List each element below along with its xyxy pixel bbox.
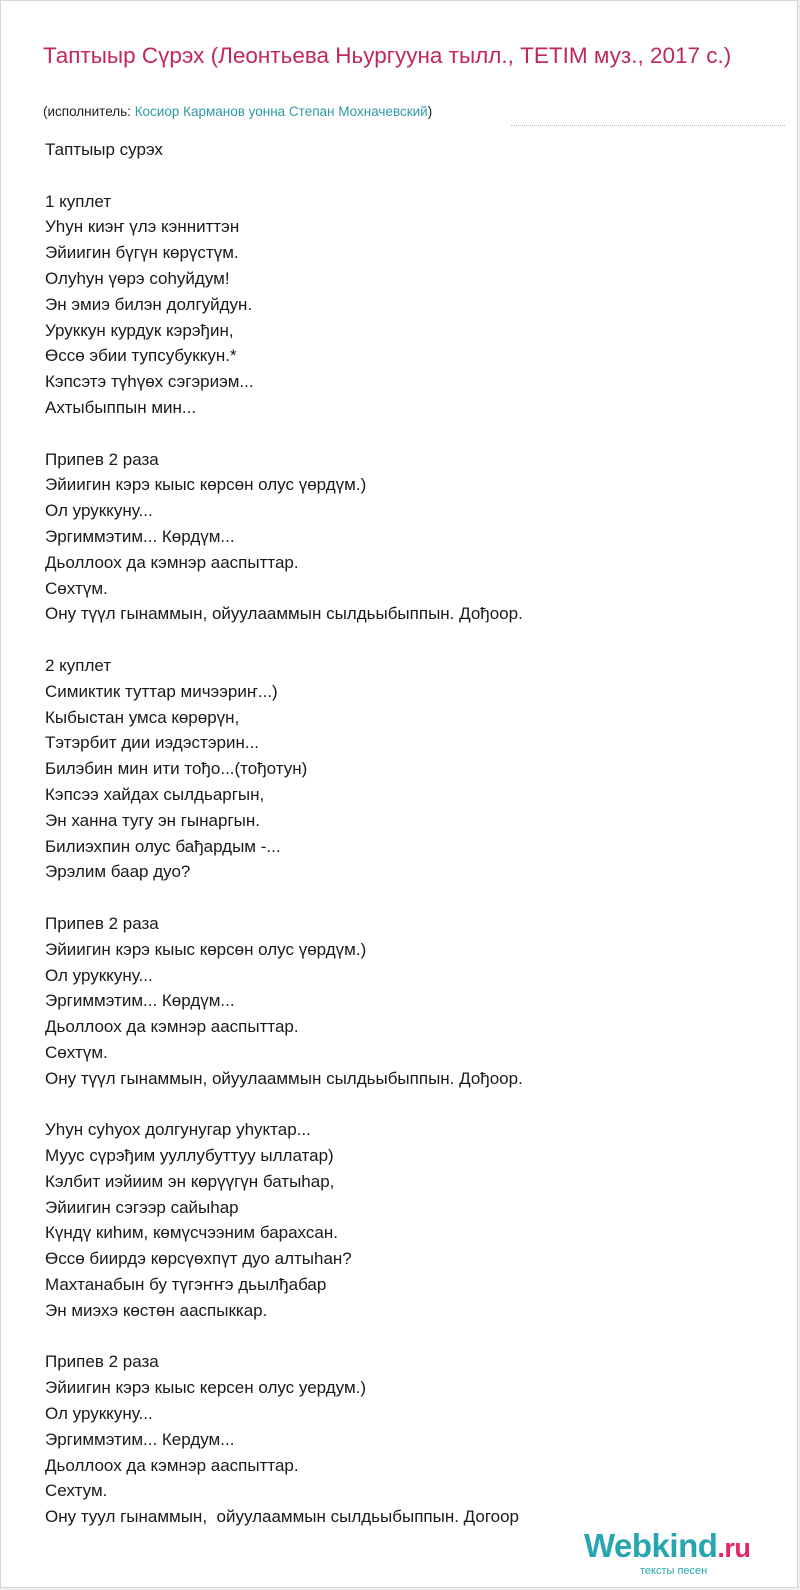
lyrics-text: Таптыыр сурэх 1 куплет Уһун киэҥ үлэ кэнниттэн Эйиигин бүгүн көрүстүм. Олуһун үөрэ соһуйдум! Эн эмиэ билэн долгуйдун. Уруккун курдук кэрэђин, Өссө эбии тупсубуккун.* Кэпсэтэ түһүөх сэгэриэм... Ахтыбыппын мин... Припев 2 раза Эйиигин кэрэ кыыс көрсөн олус үөрдүм.) Ол уруккуну... Эргиммэтим... Көрдүм... Дьоллоох да кэмнэр ааспыттар. Сөхтүм. Ону түүл гынаммын, ойуулааммын сылдьыбыппын. Дођоор. 2 куплет Симиктик туттар мичээриҥ...) Кыбыстан умса көрөрүн, Тэтэрбит дии иэдэстэрин... Билэбин мин ити тођо...(тођотун) Кэпсээ хайдах сылдьаргын, Эн ханна тугу эн гынаргын. Билиэхпин олус бађардым -... Эрэлим баар дуо? Припев 2 раза Эйиигин кэрэ кыыс көрсөн олус үөрдүм.) Ол уруккуну... Эргиммэтим... Көрдүм... Дьоллоох да кэмнэр ааспыттар. Сөхтүм. Ону түүл гынаммын, ойуулааммын сылдьыбыппын. Дођоор. Уһун суһуох долгунугар уһуктар... Муус сүрэђим ууллубуттуу ыллатар) Кэлбит иэйиим эн көрүүгүн батыһар, Эйиигин сэгээр сайыһар Күндү киһим, көмүсчээним барахсан. Өссө биирдэ көрсүөхпүт дуо алтыһан? Махтанабын бу түгэҥҥэ дьылђабар Эн миэхэ көстөн ааспыккар. Припев 2 раза Эйиигин кэрэ кыыс керсен олус уердум.) Ол уруккуну... Эргиммэтим... Кердум... Дьоллоох да кэмнэр ааспыттар. Сехтум. Ону туул гынаммын, ойуулааммын сылдьыбыппын. Догоор — [45, 140, 523, 1527]
header-divider — [511, 125, 785, 126]
performer-prefix: (исполнитель: — [43, 104, 135, 119]
watermark-brand-name: Webkind — [584, 1527, 718, 1564]
watermark-tagline: тексты песен — [640, 1565, 708, 1577]
performer-line — [43, 103, 432, 121]
performer-link[interactable]: Косиор Карманов уонна Степан Мохначевский — [134, 104, 428, 119]
song-title: Таптыыр Сүрэх (Леонтьева Ньургууна тылл., TETIM муз., 2017 с.) — [43, 43, 732, 68]
performer-suffix: ) — [427, 104, 433, 119]
watermark-brand — [584, 1527, 750, 1565]
site-watermark-logo — [584, 1527, 784, 1583]
watermark-tld: .ru — [717, 1533, 751, 1563]
